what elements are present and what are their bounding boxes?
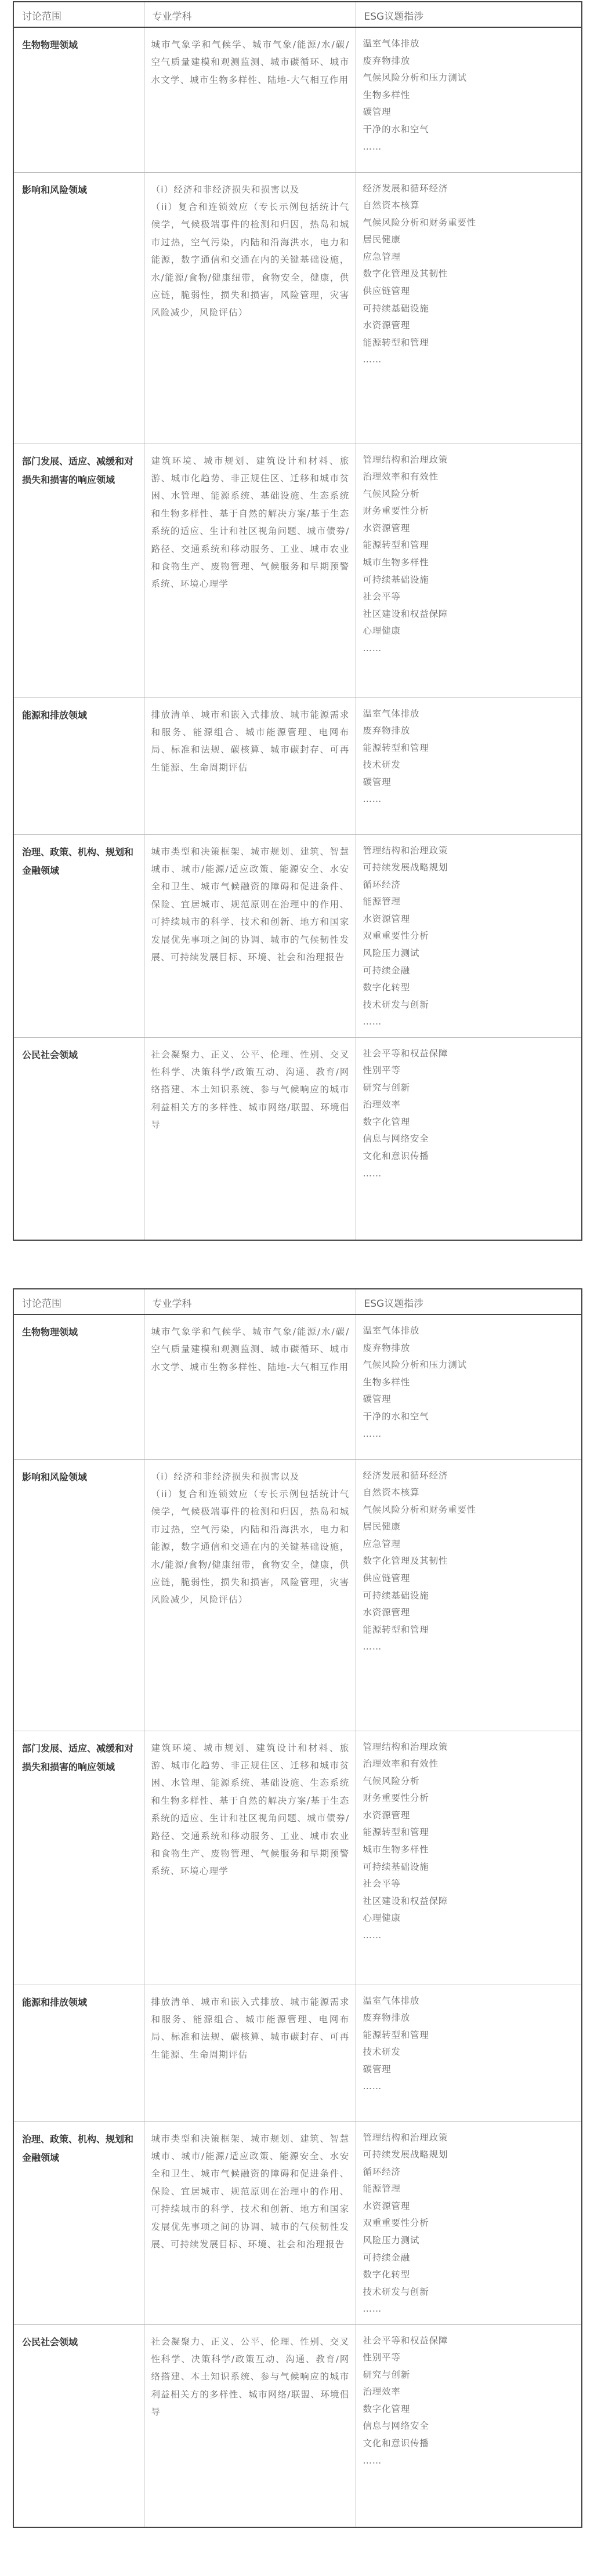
esg-item: 治理效率 [363,1099,401,1110]
disciplines-cell: 社会凝聚力、正义、公平、伦理、性别、交叉性科学、决策科学/政策互动、沟通、教育/网络搭建、本土知识系统、参与气候响应的城市利益相关方的多样性、城市网络/联盟、环境倡导 [144,2324,356,2527]
esg-item: 技术研发 [363,2047,401,2058]
esg-item: 能源转型和管理 [363,1827,429,1838]
esg-item: …… [363,2303,382,2315]
esg-item: 技术研发与创新 [363,2286,429,2297]
esg-item: 自然资本核算 [363,200,420,211]
esg-item: 应急管理 [363,251,401,262]
esg-item: 双重重要性分析 [363,931,429,942]
field-cell: 影响和风险领域 [13,1459,144,1731]
disciplines-cell: 建筑环境、城市规划、建筑设计和材料、旅游、城市化趋势、非正规住区、迁移和城市贫困、水管理、能源系统、基础设施、生态系统和生物多样性、基于自然的解决方案/基于生态系统的适应、生计和社区视角问题、城市债券/路径、交通系统和移动服务、工业、城市农业和食物生产、废物管理、气候服务和早期预警系统、环境心理学 [144,444,356,697]
esg-item: 碳管理 [363,2063,392,2074]
disciplines-cell: 社会凝聚力、正义、公平、伦理、性别、交叉性科学、决策科学/政策互动、沟通、教育/网络搭建、本土知识系统、参与气候响应的城市利益相关方的多样性、城市网络/联盟、环境倡导 [144,1037,356,1240]
esg-cell [356,1037,582,1240]
header-row [13,1289,582,1314]
esg-item: 废弃物排放 [363,725,411,736]
field-cell: 能源和排放领域 [13,1985,144,2121]
esg-item: …… [363,643,382,654]
esg-item: 生物多样性 [363,89,411,100]
esg-item: 气候风险分析和财务重要性 [363,217,477,228]
esg-item: 生物多样性 [363,1376,411,1387]
esg-item: 干净的水和空气 [363,1411,429,1422]
esg-item: 温室气体排放 [363,1995,420,2006]
esg-item: 能源转型和管理 [363,2029,429,2040]
field-cell: 生物物理领域 [13,27,144,172]
field-cell: 部门发展、适应、减缓和对损失和损害的响应领域 [13,444,144,697]
disciplines-cell: 城市气象学和气候学、城市气象/能源/水/碳/空气质量建模和观测监测、城市碳循环、城市水文学、城市生物多样性、陆地-大气相互作用 [144,1314,356,1459]
esg-item: 社会平等和权益保障 [363,1048,448,1059]
esg-cell [356,834,582,1037]
esg-item: …… [363,2081,382,2092]
esg-item: 应急管理 [363,1538,401,1549]
esg-item: 财务重要性分析 [363,506,429,517]
table-row [13,2121,582,2324]
esg-item: 治理效率和有效性 [363,1758,439,1770]
table-row [13,697,582,834]
esg-item: 能源转型和管理 [363,540,429,551]
esg-item: 可持续基础设施 [363,1590,429,1601]
disciplines-cell: （i）经济和非经济损失和损害以及 （ii）复合和连锁效应（专长示例包括统计气候学，气候极端事件的检测和归因，热岛和城市过热，空气污染，内陆和沿海洪水，电力和能源，数字通信和交通在内的关键基础设施，水/能源/食物/健康纽带，食物安全，健康，供应链，脆弱性，损失和损害，风险管理，灾害风险减少，风险评估） [144,1459,356,1731]
esg-item: …… [363,141,382,152]
esg-item: 社会平等和权益保障 [363,2335,448,2346]
table-row [13,834,582,1037]
esg-item: 管理结构和治理政策 [363,2132,448,2143]
esg-item: 气候风险分析 [363,488,420,499]
disciplines-cell: 排放清单、城市和嵌入式排放、城市能源需求和服务、能源组合、城市能源管理、电网布局、标准和法规、碳核算、城市碳封存、可再生能源、生命周期评估 [144,1985,356,2121]
esg-item: 可持续基础设施 [363,574,429,585]
esg-item: 风险压力测试 [363,948,420,959]
esg-item: 治理效率和有效性 [363,471,439,482]
esg-item: …… [363,794,382,805]
esg-item: 居民健康 [363,234,401,245]
esg-cell [356,172,582,444]
esg-item: 能源管理 [363,2183,401,2194]
esg-item: 可持续金融 [363,2252,411,2263]
esg-item: 经济发展和循环经济 [363,1470,448,1481]
esg-item: 水资源管理 [363,320,411,331]
esg-cell [356,1459,582,1731]
esg-item: 废弃物排放 [363,1342,411,1353]
esg-item: 技术研发 [363,760,401,771]
esg-item: 能源管理 [363,896,401,907]
esg-item: 干净的水和空气 [363,123,429,135]
esg-item: 心理健康 [363,626,401,637]
esg-item: 城市生物多样性 [363,1844,429,1855]
esg-item: 废弃物排放 [363,2012,411,2023]
esg-cell [356,1314,582,1459]
field-cell: 影响和风险领域 [13,172,144,444]
esg-item: 能源转型和管理 [363,337,429,348]
esg-item: 可持续发展战略规划 [363,2149,448,2160]
esg-item: …… [363,1016,382,1027]
field-cell: 能源和排放领域 [13,697,144,834]
esg-item: 能源转型和管理 [363,1624,429,1635]
table-row [13,27,582,172]
esg-item: 气候风险分析和压力测试 [363,72,467,83]
esg-item: 治理效率 [363,2386,401,2397]
esg-item: 气候风险分析和财务重要性 [363,1504,477,1515]
field-cell: 部门发展、适应、减缓和对损失和损害的响应领域 [13,1731,144,1985]
esg-item: 温室气体排放 [363,1325,420,1336]
table-row [13,172,582,444]
header-esg-topics: ESG议题指涉 [356,2,582,27]
header-scope: 讨论范围 [13,1289,144,1314]
disciplines-cell: 排放清单、城市和嵌入式排放、城市能源需求和服务、能源组合、城市能源管理、电网布局、标准和法规、碳核算、城市碳封存、可再生能源、生命周期评估 [144,697,356,834]
esg-item: …… [363,354,382,365]
header-disciplines: 专业学科 [144,2,356,27]
field-cell: 治理、政策、机构、规划和金融领域 [13,2121,144,2324]
esg-topic-table [13,1,582,1241]
esg-item: 风险压力测试 [363,2235,420,2246]
esg-item: 碳管理 [363,1394,392,1405]
esg-item: 水资源管理 [363,2200,411,2211]
esg-item: 社区建设和权益保障 [363,1895,448,1906]
esg-item: 碳管理 [363,776,392,787]
esg-item: 信息与网络安全 [363,2421,429,2432]
field-cell: 生物物理领域 [13,1314,144,1459]
esg-item: 水资源管理 [363,522,411,533]
esg-cell [356,697,582,834]
table-row [13,1459,582,1731]
esg-item: 社区建设和权益保障 [363,608,448,619]
table-row [13,1314,582,1459]
esg-cell [356,444,582,697]
esg-item: …… [363,2455,382,2466]
esg-item: 数字化管理 [363,1116,411,1127]
esg-item: 废弃物排放 [363,55,411,66]
esg-item: 可持续金融 [363,965,411,976]
table-row [13,1037,582,1240]
esg-item: …… [363,1428,382,1439]
esg-cell [356,2324,582,2527]
disciplines-cell: （i）经济和非经济损失和损害以及 （ii）复合和连锁效应（专长示例包括统计气候学，气候极端事件的检测和归因，热岛和城市过热，空气污染，内陆和沿海洪水，电力和能源，数字通信和交通在内的关键基础设施，水/能源/食物/健康纽带，食物安全，健康，供应链，脆弱性，损失和损害，风险管理，灾害风险减少，风险评估） [144,172,356,444]
esg-item: 温室气体排放 [363,708,420,719]
esg-item: 循环经济 [363,2166,401,2177]
header-disciplines: 专业学科 [144,1289,356,1314]
esg-item: 技术研发与创新 [363,999,429,1010]
esg-item: 管理结构和治理政策 [363,454,448,465]
esg-item: 性别平等 [363,1065,401,1076]
esg-item: 经济发展和循环经济 [363,183,448,194]
esg-item: 社会平等 [363,591,401,602]
esg-item: 信息与网络安全 [363,1133,429,1145]
header-scope: 讨论范围 [13,2,144,27]
esg-item: 可持续发展战略规划 [363,862,448,873]
esg-item: 城市生物多样性 [363,557,429,568]
esg-item: 研究与创新 [363,2369,411,2380]
esg-cell [356,1985,582,2121]
field-cell: 公民社会领域 [13,1037,144,1240]
esg-cell [356,1731,582,1985]
esg-item: 数字化管理及其韧性 [363,1556,448,1567]
esg-item: 居民健康 [363,1521,401,1532]
esg-item: 性别平等 [363,2352,401,2363]
header-esg-topics: ESG议题指涉 [356,1289,582,1314]
esg-topic-table [13,1288,582,2528]
table-separator [13,1271,581,1285]
table-row [13,1985,582,2121]
esg-item: 管理结构和治理政策 [363,1741,448,1752]
field-cell: 公民社会领域 [13,2324,144,2527]
esg-item: 双重重要性分析 [363,2218,429,2229]
esg-cell [356,27,582,172]
table-row [13,444,582,697]
esg-item: 自然资本核算 [363,1487,420,1498]
esg-item: 管理结构和治理政策 [363,845,448,856]
table-row [13,2324,582,2527]
disciplines-cell: 城市类型和决策框架、城市规划、建筑、智慧城市、城市/能源/适应政策、能源安全、水安全和卫生、城市气候融资的障碍和促进条件、保险、宜居城市、规范原则在治理中的作用、可持续城市的科学、技术和创新、地方和国家发展优先事项之间的协调、城市的气候韧性发展、可持续发展目标、环境、社会和治理报告 [144,834,356,1037]
esg-item: 数字化转型 [363,982,411,993]
esg-item: 循环经济 [363,879,401,890]
esg-item: …… [363,1641,382,1652]
esg-item: …… [363,1930,382,1941]
esg-item: 气候风险分析和压力测试 [363,1360,467,1371]
esg-item: 研究与创新 [363,1082,411,1093]
esg-item: 心理健康 [363,1913,401,1924]
disciplines-cell: 城市类型和决策框架、城市规划、建筑、智慧城市、城市/能源/适应政策、能源安全、水安全和卫生、城市气候融资的障碍和促进条件、保险、宜居城市、规范原则在治理中的作用、可持续城市的科学、技术和创新、地方和国家发展优先事项之间的协调、城市的气候韧性发展、可持续发展目标、环境、社会和治理报告 [144,2121,356,2324]
header-row [13,2,582,27]
table-row [13,1731,582,1985]
esg-item: 供应链管理 [363,286,411,297]
disciplines-cell: 建筑环境、城市规划、建筑设计和材料、旅游、城市化趋势、非正规住区、迁移和城市贫困、水管理、能源系统、基础设施、生态系统和生物多样性、基于自然的解决方案/基于生态系统的适应、生计和社区视角问题、城市债券/路径、交通系统和移动服务、工业、城市农业和食物生产、废物管理、气候服务和早期预警系统、环境心理学 [144,1731,356,1985]
esg-item: 可持续基础设施 [363,1861,429,1872]
esg-item: 温室气体排放 [363,38,420,49]
esg-item: 文化和意识传播 [363,2438,429,2449]
esg-item: …… [363,1168,382,1179]
field-cell: 治理、政策、机构、规划和金融领域 [13,834,144,1037]
esg-item: 供应链管理 [363,1573,411,1584]
esg-item: 碳管理 [363,107,392,118]
esg-item: 财务重要性分析 [363,1793,429,1804]
esg-item: 气候风险分析 [363,1775,420,1786]
esg-item: 数字化管理及其韧性 [363,268,448,279]
esg-cell [356,2121,582,2324]
disciplines-cell: 城市气象学和气候学、城市气象/能源/水/碳/空气质量建模和观测监测、城市碳循环、城市水文学、城市生物多样性、陆地-大气相互作用 [144,27,356,172]
esg-item: 能源转型和管理 [363,742,429,753]
esg-item: 文化和意识传播 [363,1151,429,1162]
esg-item: 数字化管理 [363,2403,411,2414]
esg-item: 水资源管理 [363,1607,411,1618]
esg-item: 可持续基础设施 [363,303,429,314]
esg-item: 水资源管理 [363,1810,411,1821]
esg-item: 数字化转型 [363,2269,411,2280]
esg-item: 社会平等 [363,1879,401,1890]
esg-item: 水资源管理 [363,913,411,924]
